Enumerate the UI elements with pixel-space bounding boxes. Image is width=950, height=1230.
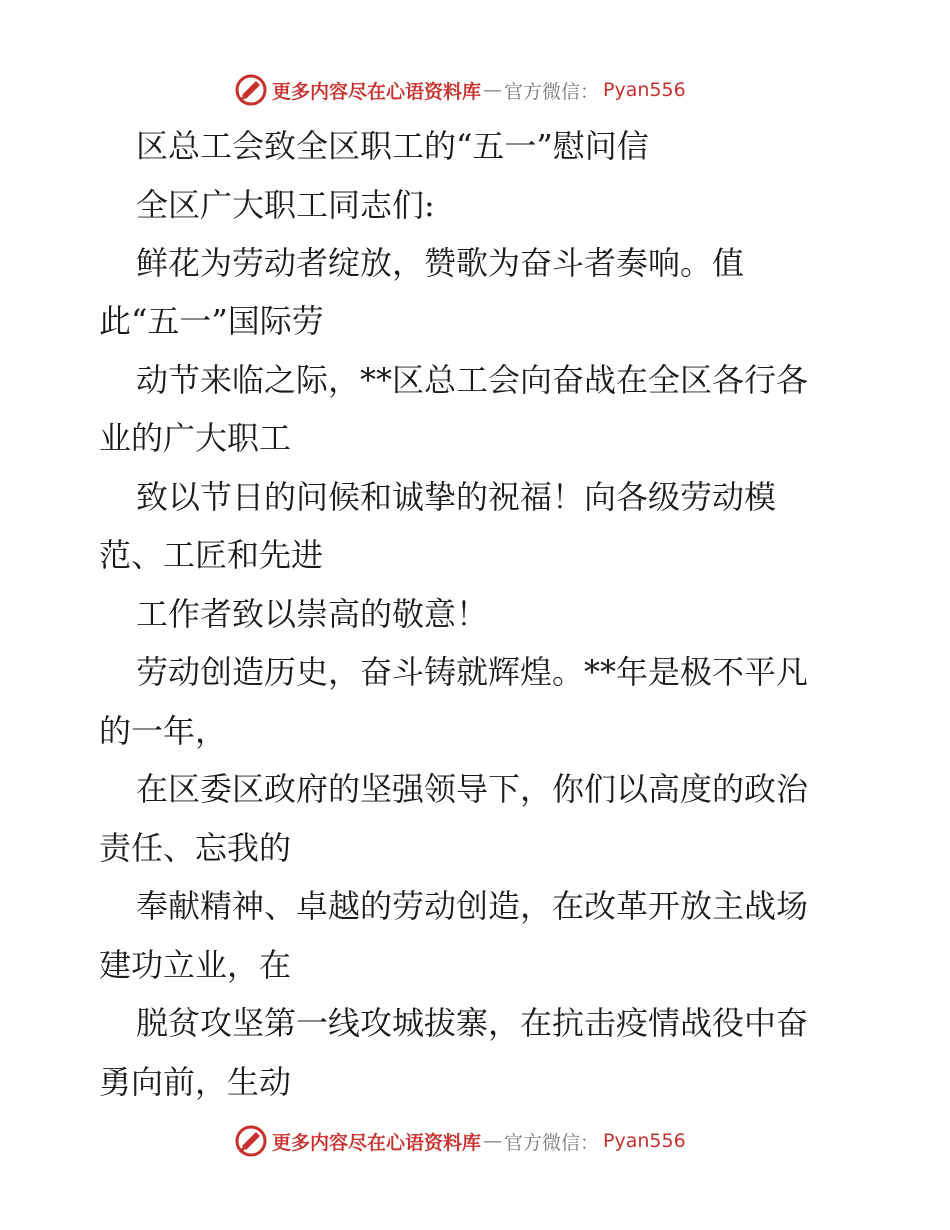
watermark-wechat-id: Pyan556 bbox=[603, 1130, 686, 1152]
paragraph-line: 建功立业，在 bbox=[99, 946, 292, 984]
paragraph-line: 责任、忘我的 bbox=[99, 829, 292, 867]
watermark-separator: — bbox=[483, 1130, 503, 1152]
watermark-wechat-label: 官方微信： bbox=[504, 80, 600, 103]
paragraph-line: 动节来临之际，**区总工会向奋战在全区各行各 bbox=[136, 361, 809, 399]
document-title: 区总工会致全区职工的“五一”慰问信 bbox=[136, 127, 649, 165]
header-watermark bbox=[234, 73, 686, 107]
paragraph-line: 脱贫攻坚第一线攻城拔寨，在抗击疫情战役中奋 bbox=[136, 1004, 809, 1042]
watermark-wechat-label: 官方微信： bbox=[504, 1131, 600, 1154]
paragraph-line: 奉献精神、卓越的劳动创造，在改革开放主战场 bbox=[136, 887, 809, 925]
paragraph-line: 范、工匠和先进 bbox=[99, 536, 324, 574]
watermark-title: 更多内容尽在心语资料库 bbox=[272, 1131, 482, 1154]
watermark-wechat-id: Pyan556 bbox=[603, 79, 686, 101]
footer-watermark bbox=[234, 1124, 686, 1158]
paragraph-line: 工作者致以崇高的敬意！ bbox=[136, 595, 489, 633]
paragraph-line: 在区委区政府的坚强领导下，你们以高度的政治 bbox=[136, 770, 809, 808]
watermark-separator: — bbox=[483, 79, 503, 101]
paragraph-line: 鲜花为劳动者绽放，赞歌为奋斗者奏响。值 bbox=[136, 244, 745, 282]
paragraph-line: 的一年， bbox=[99, 712, 228, 750]
fan-pen-logo-icon bbox=[234, 1124, 268, 1158]
watermark-title: 更多内容尽在心语资料库 bbox=[272, 80, 482, 103]
paragraph-line: 劳动创造历史，奋斗铸就辉煌。**年是极不平凡 bbox=[136, 653, 809, 691]
paragraph-line: 业的广大职工 bbox=[99, 419, 292, 457]
paragraph-line: 此“五一”国际劳 bbox=[99, 302, 324, 340]
paragraph-line: 致以节日的问候和诚挚的祝福！向各级劳动模 bbox=[136, 478, 777, 516]
salutation: 全区广大职工同志们: bbox=[136, 186, 435, 224]
paragraph-line: 勇向前，生动 bbox=[99, 1063, 292, 1101]
fan-pen-logo-icon bbox=[234, 73, 268, 107]
